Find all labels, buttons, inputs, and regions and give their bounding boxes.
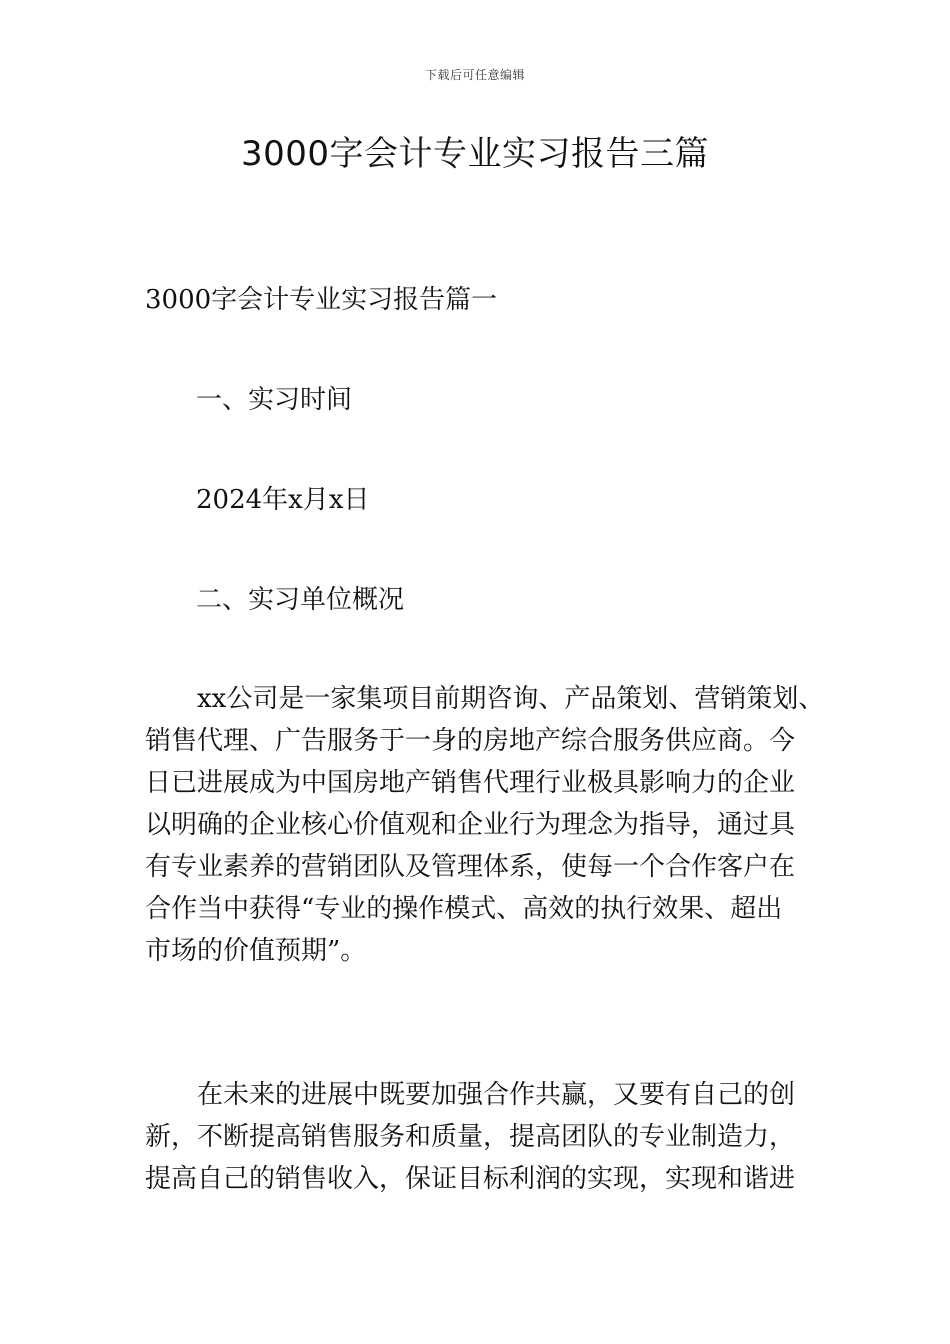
paragraph-line: 新，不断提高销售服务和质量，提高团队的专业制造力， [145,1122,796,1152]
paragraph-line: 提高自己的销售收入，保证目标利润的实现，实现和谐进 [145,1164,796,1194]
article-heading: 3000字会计专业实习报告篇一 [145,285,498,315]
paragraph-line: 市场的价值预期”。 [145,936,367,966]
paragraph-line: 有专业素养的营销团队及管理体系，使每一个合作客户在 [145,852,796,882]
paragraph-future-development [145,1075,825,1201]
paragraph-company-overview [145,679,825,973]
paragraph-line: xx公司是一家集项目前期咨询、产品策划、营销策划、 [197,684,825,714]
paragraph-line: 在未来的进展中既要加强合作共赢，又要有自己的创 [197,1080,796,1110]
header-note: 下载后可任意编辑 [424,68,525,82]
section-heading-company-overview: 二、实习单位概况 [196,585,405,615]
section-heading-internship-time: 一、实习时间 [196,385,353,415]
paragraph-line: 合作当中获得“专业的操作模式、高效的执行效果、超出 [145,894,783,924]
internship-date: 2024年x月x日 [196,485,370,515]
page-title: 3000字会计专业实习报告三篇 [240,134,710,174]
paragraph-line: 日已进展成为中国房地产销售代理行业极具影响力的企业 [145,768,796,798]
paragraph-line: 以明确的企业核心价值观和企业行为理念为指导，通过具 [145,810,796,840]
paragraph-line: 销售代理、广告服务于一身的房地产综合服务供应商。今 [145,726,796,756]
